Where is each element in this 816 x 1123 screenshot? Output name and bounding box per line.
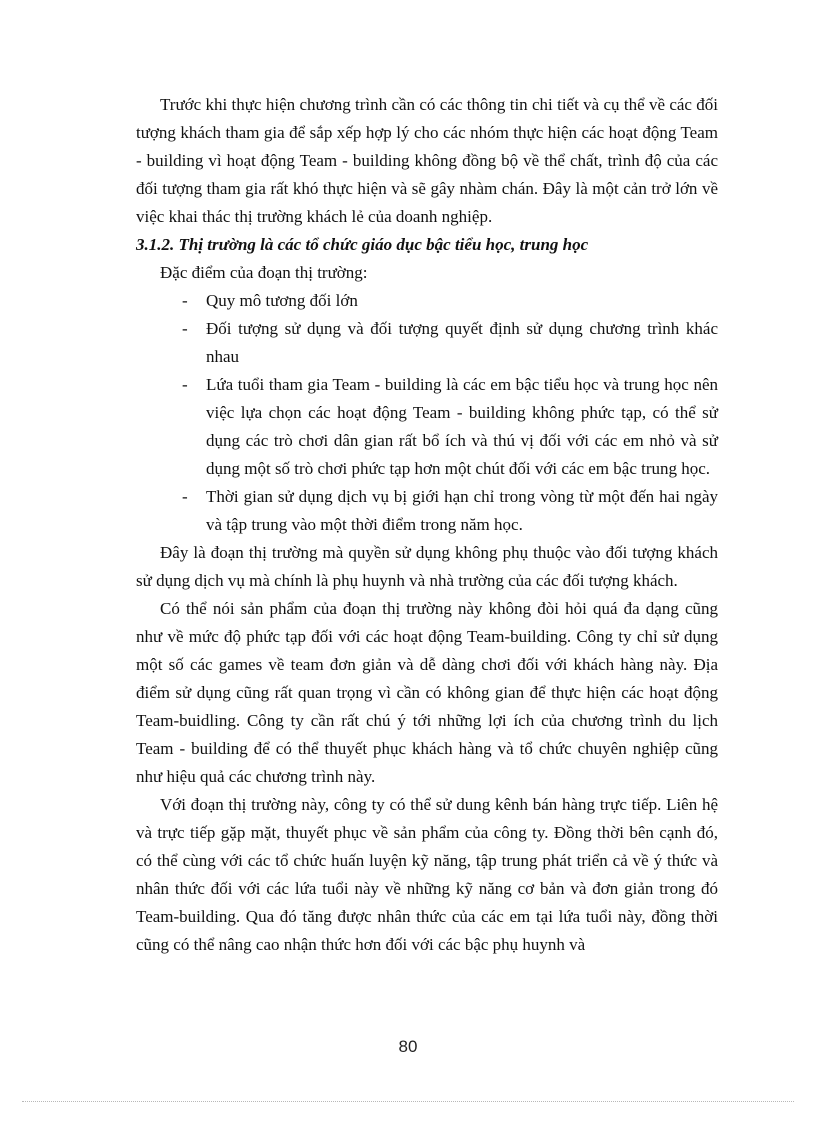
bullet-dash: -: [182, 319, 188, 338]
paragraph-sales-channel: Với đoạn thị trường này, công ty có thể sử dung kênh bán hàng trực tiếp. Liên hệ và trực tiếp gặp mặt, thuyết phục về sản phẩm của công ty. Đồng thời bên cạnh đó, có thể cùng với các tổ chức huấn luyện kỹ năng, tập trung phát triển cả về ý thức và nhân thức đối với các lứa tuổi này về những kỹ năng cơ bản và đơn giản trong đó Team-building. Qua đó tăng được nhân thức của các em tại lứa tuổi này, đồng thời cũng có thể nâng cao nhận thức hơn đối với các bậc phụ huynh và: [136, 795, 718, 954]
paragraph-decision-makers: Đây là đoạn thị trường mà quyền sử dụng không phụ thuộc vào đối tượng khách sử dụng dịch vụ mà chính là phụ huynh và nhà trường của các đối tượng khách.: [136, 543, 718, 590]
list-item: [136, 483, 718, 539]
list-item-text: Thời gian sử dụng dịch vụ bị giới hạn chỉ trong vòng từ một đến hai ngày và tập trung vào một thời điểm trong năm học.: [206, 487, 718, 534]
list-item: [136, 287, 718, 315]
page-bottom-divider: [22, 1101, 794, 1102]
characteristics-label: Đặc điểm của đoạn thị trường:: [160, 263, 368, 282]
paragraph-intro: Trước khi thực hiện chương trình cần có các thông tin chi tiết và cụ thể về các đối tượng khách tham gia để sắp xếp hợp lý cho các nhóm thực hiện các hoạt động Team - building vì hoạt động Team - building không đồng bộ về thể chất, trình độ của các đối tượng tham gia rất khó thực hiện và sẽ gây nhàm chán. Đây là một cản trở lớn về việc khai thác thị trường khách lẻ của doanh nghiệp.: [136, 95, 718, 226]
list-item-text: Quy mô tương đối lớn: [206, 291, 358, 310]
list-item: [136, 371, 718, 483]
bullet-dash: -: [182, 291, 188, 310]
section-heading: 3.1.2. Thị trường là các tổ chức giáo dục bậc tiểu học, trung học: [136, 235, 589, 254]
characteristics-list: [136, 287, 718, 539]
paragraph-product-requirements: Có thể nói sản phẩm của đoạn thị trường này không đòi hỏi quá đa dạng cũng như về mức độ phức tạp đối với các hoạt động Team-building. Công ty chỉ sử dụng một số các games về team đơn giản và dễ dàng chơi đối với khách hàng này. Địa điểm sử dụng cũng rất quan trọng vì cần có không gian để thực hiện các hoạt động Team-buidling. Công ty cần rất chú ý tới những lợi ích của chương trình du lịch Team - building để có thể thuyết phục khách hàng và tổ chức chuyên nghiệp cũng như hiệu quả các chương trình này.: [136, 599, 718, 786]
bullet-dash: -: [182, 487, 188, 506]
list-item-text: Lứa tuổi tham gia Team - building là các em bậc tiểu học và trung học nên việc lựa chọn các hoạt động Team - building không phức tạp, có thể sử dụng các trò chơi dân gian rất bổ ích và thú vị đối với các em nhỏ và sử dụng một số trò chơi phức tạp hơn một chút đối với các em bậc trung học.: [206, 375, 718, 478]
page-body: [136, 91, 718, 959]
list-item: [136, 315, 718, 371]
page-number: 80: [398, 1037, 418, 1056]
list-item-text: Đối tượng sử dụng và đối tượng quyết định sử dụng chương trình khác nhau: [206, 319, 718, 366]
bullet-dash: -: [182, 375, 188, 394]
